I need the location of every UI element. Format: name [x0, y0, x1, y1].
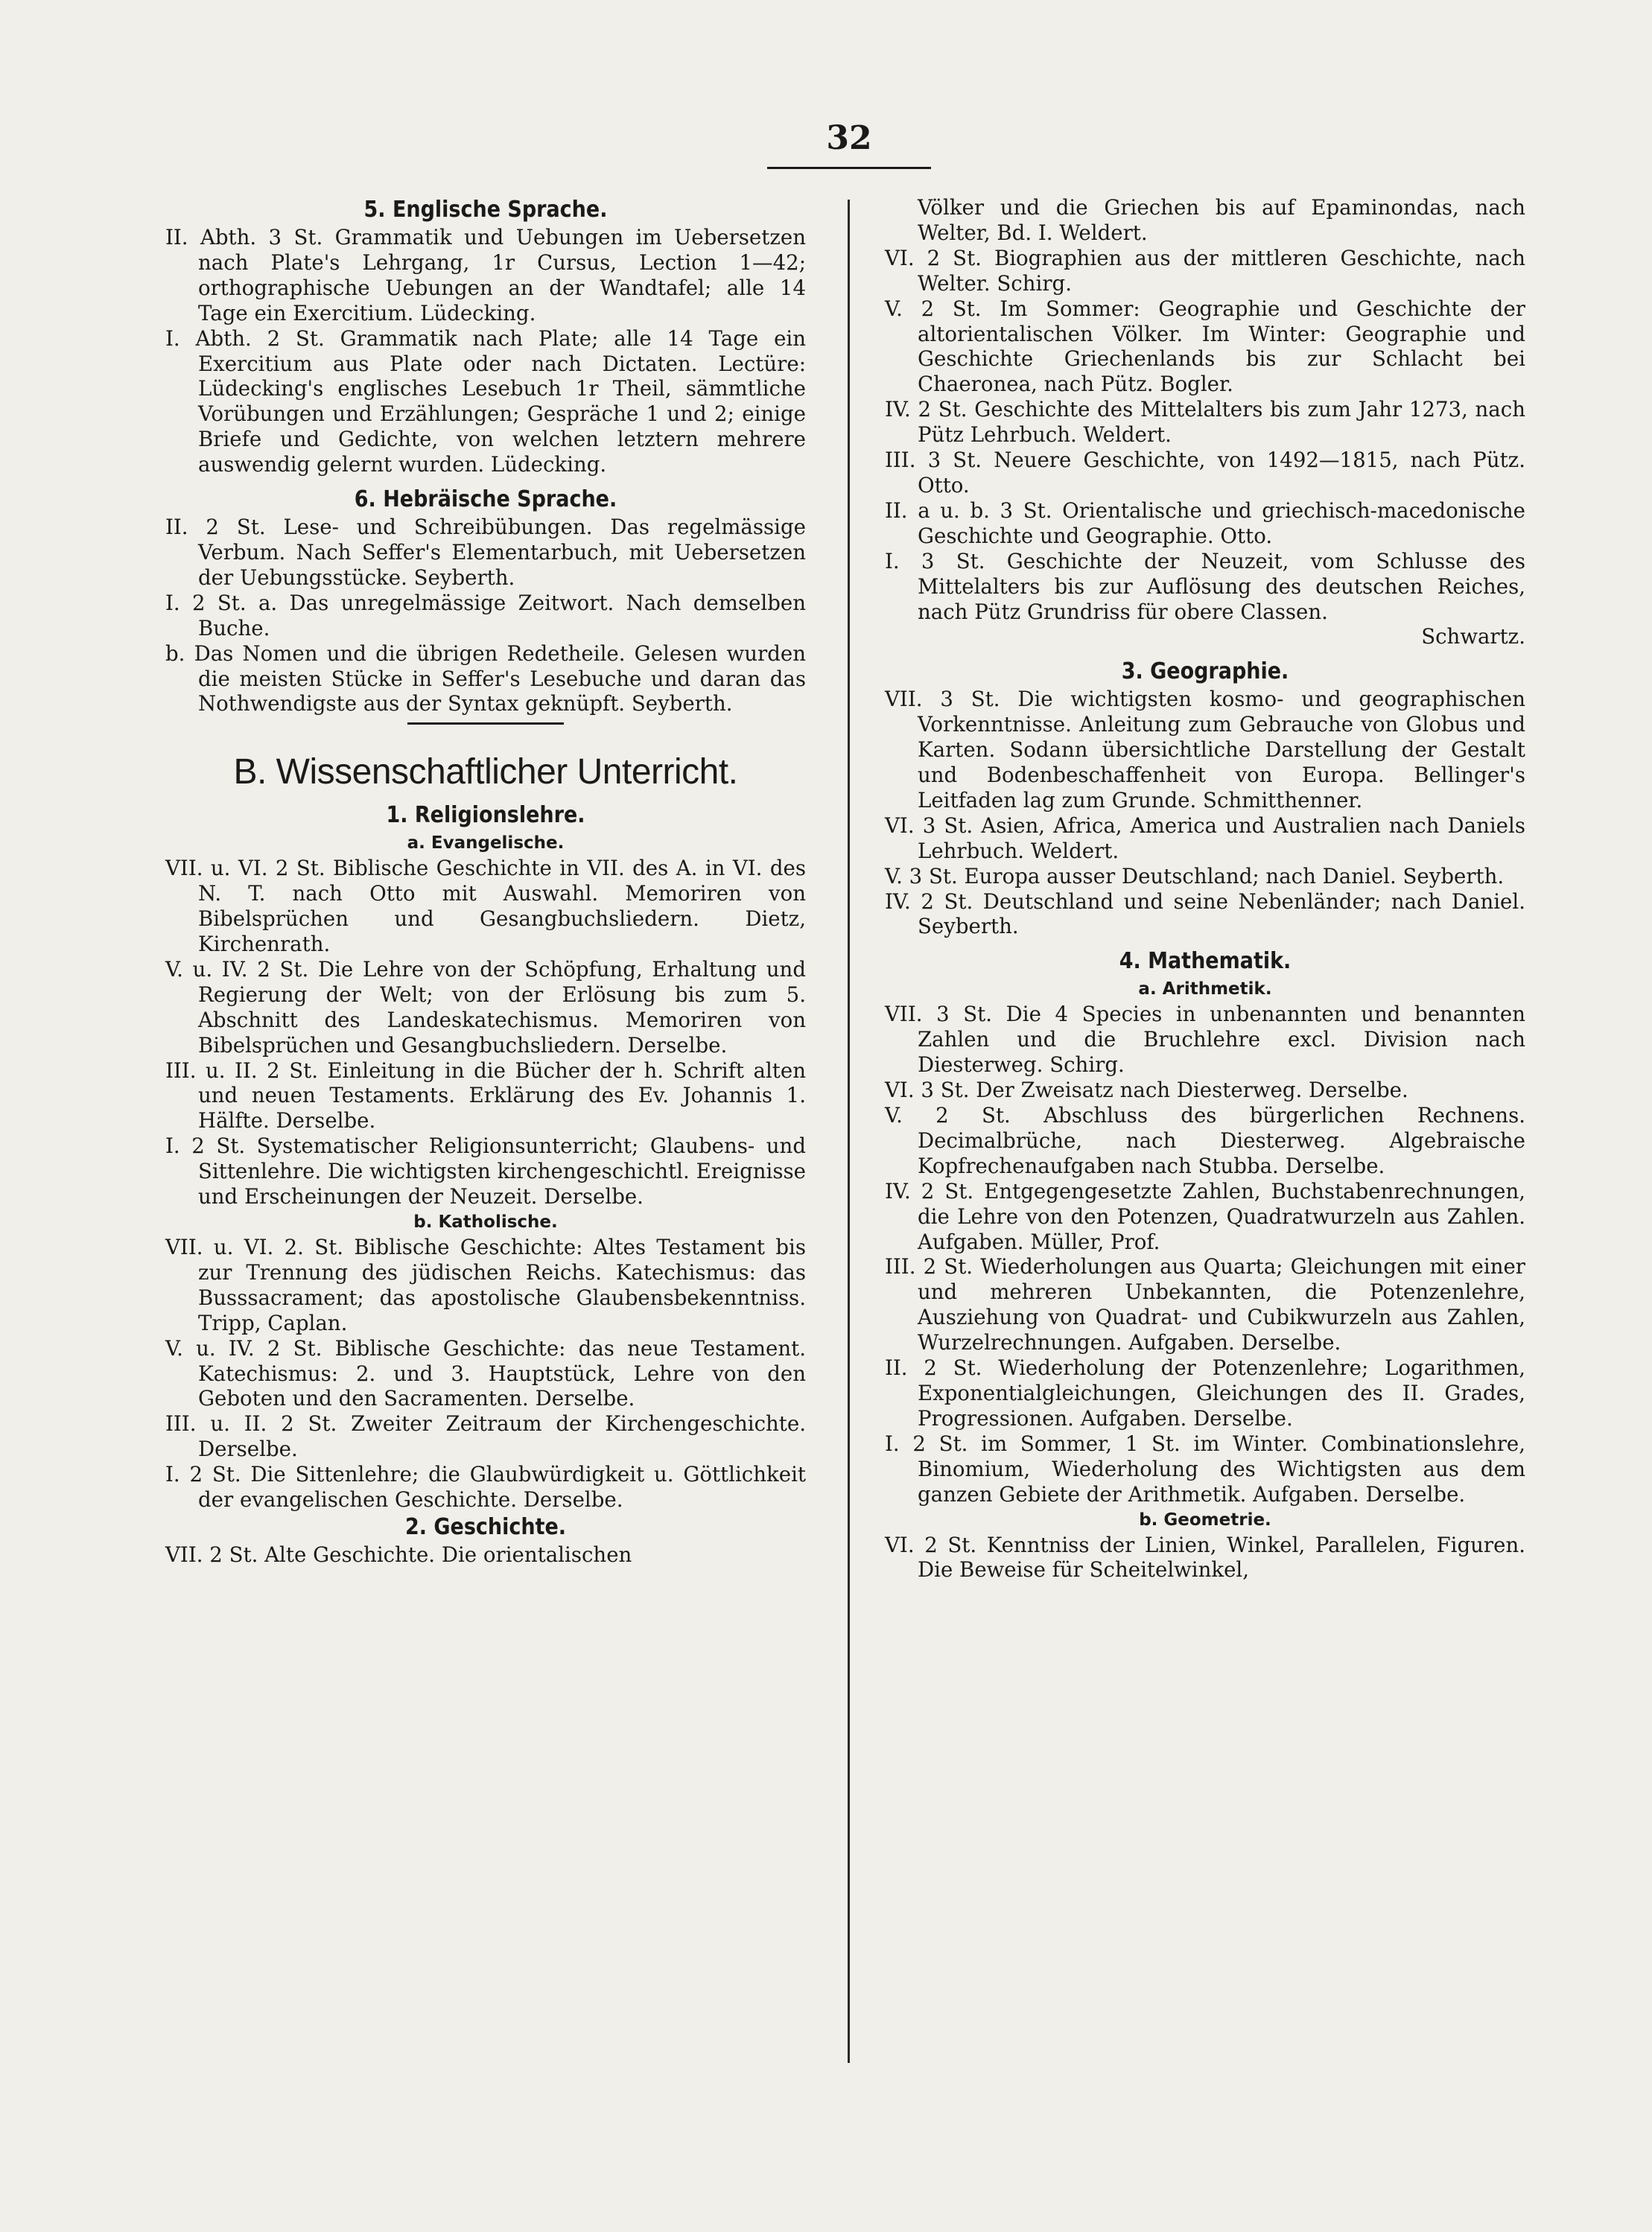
paragraph: VII. u. VI. 2 St. Biblische Geschichte in VII. des A. in VI. des N. T. nach Otto mit Auswahl. Memoriren von Bibelsprüchen und Gesangbuchsliedern. Dietz, Kirchenrath.: [165, 856, 806, 957]
paragraph: VII. 3 St. Die 4 Species in unbenannten und benannten Zahlen und die Bruchlehre excl. Division nach Diesterweg. Schirg.: [885, 1002, 1525, 1078]
paragraph: VII. u. VI. 2. St. Biblische Geschichte: Altes Testament bis zur Trennung des jüdischen Reichs. Katechismus: das Busssacrament; das apostolische Glaubensbekenntniss. Tripp, Caplan.: [165, 1235, 806, 1335]
paragraph: VI. 3 St. Der Zweisatz nach Diesterweg. Derselbe.: [885, 1078, 1408, 1103]
paragraph: II. 2 St. Lese- und Schreibübungen. Das regelmässige Verbum. Nach Seffer's Elementarbuch, mit Uebersetzen der Uebungsstücke. Seyberth.: [165, 515, 806, 590]
section-rule: [407, 722, 564, 725]
paragraph: II. Abth. 3 St. Grammatik und Uebungen im Uebersetzen nach Plate's Lehrgang, 1r Cursus, Lection 1—42; orthographische Uebungen an der Wandtafel; alle 14 Tage ein Exercitium. Lüdecking.: [165, 225, 806, 325]
paragraph: II. 2 St. Wiederholung der Potenzenlehre; Logarithmen, Exponentialgleichungen, Gleichungen des II. Grades, Progressionen. Aufgaben. Derselbe.: [885, 1355, 1525, 1431]
paragraph: III. 2 St. Wiederholungen aus Quarta; Gleichungen mit einer und mehreren Unbekannten, die Potenzenlehre, Ausziehung von Quadrat- und Cubikwurzeln aus Zahlen, Wurzelrechnungen. Aufgaben. Derselbe.: [885, 1254, 1525, 1355]
paragraph: b. Das Nomen und die übrigen Redetheile. Gelesen wurden die meisten Stücke in Seffer's Lesebuche und daran das Nothwendigste aus der Syntax geknüpft. Seyberth.: [165, 640, 806, 716]
left-column: [165, 195, 806, 1568]
paragraph: V. u. IV. 2 St. Die Lehre von der Schöpfung, Erhaltung und Regierung der Welt; von der Erlösung bis zum 5. Abschnitt des Landeskatechismus. Memoriren von Bibelsprüchen und Gesangbuchsliedern. Derselbe.: [165, 956, 806, 1058]
paragraph: I. 2 St. Systematischer Religionsunterricht; Glaubens- und Sittenlehre. Die wichtigsten kirchengeschichtl. Ereignisse und Erscheinungen der Neuzeit. Derselbe.: [165, 1134, 806, 1209]
paragraph: I. Abth. 2 St. Grammatik nach Plate; alle 14 Tage ein Exercitium aus Plate oder nach Dictaten. Lectüre: Lüdecking's englisches Lesebuch 1r Theil, sämmtliche Vorübungen und Erzählungen; Gespräche 1 und 2; einige Briefe und Gedichte, von welchen letztern mehrere auswendig gelernt wurden. Lüdecking.: [165, 325, 806, 477]
paragraph: III. u. II. 2 St. Zweiter Zeitraum der Kirchengeschichte. Derselbe.: [165, 1411, 806, 1462]
subheading-geometrie: b. Geometrie.: [1139, 1510, 1271, 1530]
paragraph: I. 2 St. a. Das unregelmässige Zeitwort. Nach demselben Buche.: [165, 590, 806, 640]
subheading-katholische: b. Katholische.: [413, 1212, 558, 1232]
paragraph: VI. 3 St. Asien, Africa, America und Australien nach Daniels Lehrbuch. Weldert.: [885, 813, 1525, 863]
heading-hebraeische-sprache: 6. Hebräische Sprache.: [354, 486, 617, 513]
paragraph: VI. 2 St. Biographien aus der mittleren Geschichte, nach Welter. Schirg.: [885, 245, 1525, 296]
paragraph: IV. 2 St. Geschichte des Mittelalters bis zum Jahr 1273, nach Pütz Lehrbuch. Weldert.: [885, 397, 1525, 448]
paragraph: I. 2 St. im Sommer, 1 St. im Winter. Combinationslehre, Binomium, Wiederholung des Wichtigsten aus dem ganzen Gebiete der Arithmetik. Aufgaben. Derselbe.: [885, 1431, 1525, 1507]
paragraph: V. 2 St. Im Sommer: Geographie und Geschichte der altorientalischen Völker. Im Winter: Geographie und Geschichte Griechenlands bis zur Schlacht bei Chaeronea, nach Pütz. Bogler.: [885, 296, 1525, 397]
heading-geographie: 3. Geographie.: [1121, 658, 1289, 685]
paragraph: I. 3 St. Geschichte der Neuzeit, vom Schlusse des Mittelalters bis zur Auflösung des deutschen Reiches, nach Pütz Grundriss für obere Classen.: [885, 548, 1525, 624]
paragraph: V. u. IV. 2 St. Biblische Geschichte: das neue Testament. Katechismus: 2. und 3. Hauptstück, Lehre von den Geboten und den Sacramenten. Derselbe.: [165, 1335, 806, 1411]
paragraph: V. 3 St. Europa ausser Deutschland; nach Daniel. Seyberth.: [885, 863, 1505, 888]
paragraph: III. 3 St. Neuere Geschichte, von 1492—1815, nach Pütz. Otto.: [885, 448, 1525, 497]
paragraph: IV. 2 St. Entgegengesetzte Zahlen, Buchstabenrechnungen, die Lehre von den Potenzen, Quadratwurzeln aus Zahlen. Aufgaben. Müller, Prof.: [885, 1178, 1525, 1254]
author-name: Schwartz.: [1421, 624, 1525, 649]
paragraph: II. a u. b. 3 St. Orientalische und griechisch-macedonische Geschichte und Geographie. Otto.: [885, 497, 1525, 548]
paragraph: I. 2 St. Die Sittenlehre; die Glaubwürdigkeit u. Göttlichkeit der evangelischen Geschichte. Derselbe.: [165, 1462, 806, 1513]
column-divider: [848, 200, 850, 2063]
paragraph: VI. 2 St. Kenntniss der Linien, Winkel, Parallelen, Figuren. Die Beweise für Scheitelwinkel,: [885, 1532, 1525, 1583]
heading-section-b: B. Wissenschaftlicher Unterricht.: [233, 752, 738, 792]
paragraph: IV. 2 St. Deutschland und seine Nebenländer; nach Daniel. Seyberth.: [885, 888, 1525, 939]
heading-religionslehre: 1. Religionslehre.: [386, 802, 585, 829]
paragraph: III. u. II. 2 St. Einleitung in die Bücher der h. Schrift alten und neuen Testaments. Erklärung des Ev. Johannis 1. Hälfte. Derselbe.: [165, 1058, 806, 1134]
page-number: 32: [826, 119, 872, 157]
subheading-arithmetik: a. Arithmetik.: [1138, 979, 1272, 999]
paragraph: VII. 3 St. Die wichtigsten kosmo- und geographischen Vorkenntnisse. Anleitung zum Gebrauche von Globus und Karten. Sodann übersichtliche Darstellung der Gestalt und Bodenbeschaffenheit von Europa. Bellinger's Leitfaden lag zum Grunde. Schmitthenner.: [885, 687, 1525, 813]
subheading-evangelische: a. Evangelische.: [407, 833, 565, 853]
paragraph: VII. 2 St. Alte Geschichte. Die orientalischen: [165, 1542, 632, 1567]
heading-geschichte: 2. Geschichte.: [404, 1513, 567, 1540]
right-column: [885, 195, 1525, 1583]
heading-englische-sprache: 5. Englische Sprache.: [363, 197, 608, 223]
page-number-rule: [767, 167, 931, 169]
paragraph: V. 2 St. Abschluss des bürgerlichen Rechnens. Decimalbrüche, nach Diesterweg. Algebraische Kopfrechenaufgaben nach Stubba. Derselbe.: [885, 1103, 1525, 1178]
heading-mathematik: 4. Mathematik.: [1119, 948, 1292, 975]
paragraph-continued: Völker und die Griechen bis auf Epaminondas, nach Welter, Bd. I. Weldert.: [918, 195, 1525, 245]
